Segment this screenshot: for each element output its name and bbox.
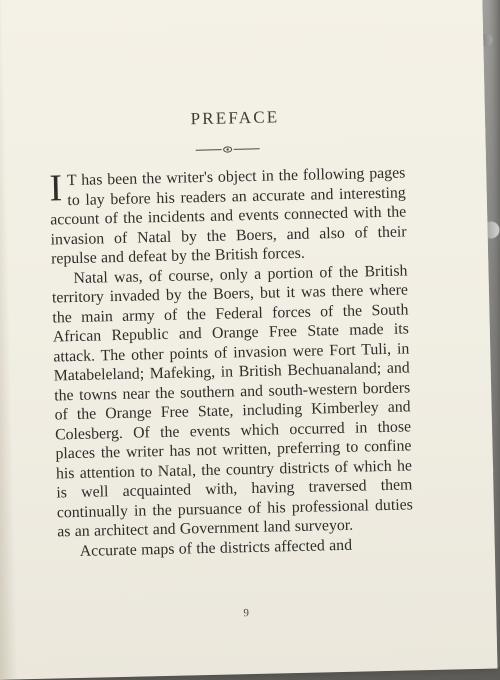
- paragraph-3: Accurate maps of the districts affected and: [79, 536, 353, 560]
- paragraph-2: Natal was, of course, only a portion of the British territory invaded by the Boers, but it was there where the main army of the Federal forces of the South African Republic and Orange Free State made its attack. The other points of invasion were Fort Tuli, in Matabeleland; Mafeking, in British Bechuanaland; and the towns near the southern and south-western borders of the Orange Free State, including Kimberley and Colesberg. Of the events which occurred in those places the writer has not written, preferring to confine his attention to Natal, the country districts of which he is well acquainted with, having traversed them continually in the pursuance of his professional duties as an architect and Government land surveyor.: [51, 261, 413, 541]
- drop-cap: I: [49, 167, 63, 210]
- ornament-divider-icon: [194, 144, 262, 156]
- body-text: [49, 163, 414, 561]
- paragraph-1: [49, 163, 407, 269]
- paragraph-1-text: T has been the writer's object in the following pages to lay before his readers an accurate and interesting account of the incidents and events connected with the invasion of Natal by the Boers, and also of their repulse and defeat by the British forces.: [50, 164, 407, 268]
- page-title: PREFACE: [190, 107, 280, 129]
- page-number: 9: [243, 607, 250, 620]
